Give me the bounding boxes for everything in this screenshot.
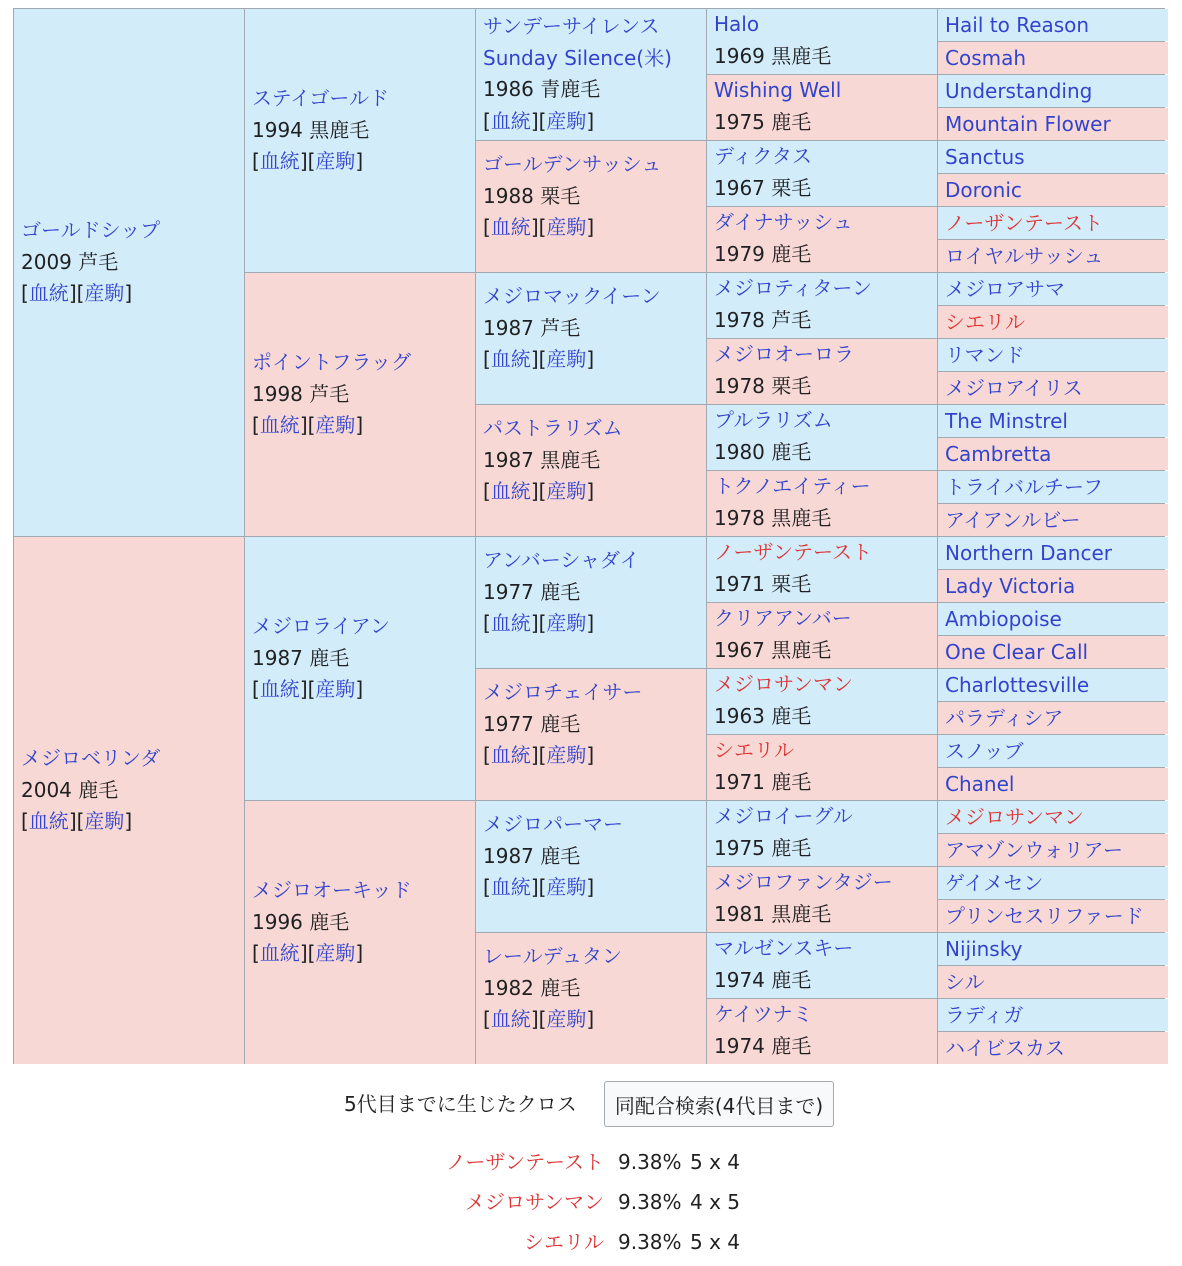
generation-4-cell bbox=[707, 999, 937, 1064]
horse-info: 2004 鹿毛 bbox=[21, 777, 119, 802]
horse-info: 1998 芦毛 bbox=[252, 381, 350, 406]
horse-name-link[interactable]: The Minstrel bbox=[945, 409, 1068, 433]
horse-info: 1977 鹿毛 bbox=[483, 711, 581, 736]
horse-info: 1987 鹿毛 bbox=[483, 843, 581, 868]
generation-5-cell bbox=[938, 933, 1168, 965]
pedigree-link[interactable]: 血統 bbox=[490, 347, 531, 371]
horse-name-link[interactable]: Halo bbox=[714, 12, 760, 36]
generation-3-cell bbox=[476, 537, 706, 668]
generation-5-cell bbox=[938, 42, 1168, 74]
generation-5-cell bbox=[938, 306, 1168, 338]
generation-4-cell bbox=[707, 405, 937, 470]
horse-entry bbox=[945, 339, 1025, 371]
cross-row bbox=[380, 1187, 800, 1217]
horse-name-link[interactable]: ラディガ bbox=[945, 1003, 1024, 1027]
horse-name-link[interactable]: Doronic bbox=[945, 178, 1022, 202]
horse-entry bbox=[714, 735, 933, 798]
offspring-link[interactable]: 産駒 bbox=[84, 809, 125, 833]
pedigree-links: [血統][産駒] bbox=[483, 875, 595, 899]
horse-name-link[interactable]: サンデーサイレンス bbox=[483, 14, 660, 38]
horse-info: 1981 黒鹿毛 bbox=[714, 901, 832, 926]
horse-entry bbox=[945, 174, 1022, 206]
cross-row bbox=[380, 1227, 800, 1257]
pedigree-links: [血統][産駒] bbox=[252, 941, 364, 965]
horse-name-link[interactable]: メジロチェイサー bbox=[483, 680, 643, 704]
cross-row bbox=[380, 1147, 800, 1177]
generation-4-cell bbox=[707, 207, 937, 272]
horse-name-link[interactable]: リマンド bbox=[945, 343, 1025, 367]
horse-name-link[interactable]: メジロオーロラ bbox=[714, 342, 854, 366]
offspring-link[interactable]: 産駒 bbox=[315, 413, 356, 437]
horse-entry bbox=[945, 570, 1075, 602]
horse-entry bbox=[483, 11, 702, 137]
pedigree-link[interactable]: 血統 bbox=[259, 149, 300, 173]
horse-entry bbox=[945, 933, 1022, 965]
horse-info: 1986 青鹿毛 bbox=[483, 77, 601, 101]
horse-name-link[interactable]: Ambiopoise bbox=[945, 607, 1062, 631]
offspring-link[interactable]: 産駒 bbox=[546, 1007, 587, 1031]
pedigree-links: [血統][産駒] bbox=[483, 1007, 595, 1031]
horse-info: 1974 鹿毛 bbox=[714, 1033, 812, 1058]
horse-entry bbox=[252, 611, 471, 706]
horse-entry bbox=[945, 702, 1063, 734]
horse-entry bbox=[945, 999, 1023, 1031]
horse-entry bbox=[483, 809, 702, 904]
horse-name-link[interactable]: ポイントフラッグ bbox=[252, 350, 411, 374]
horse-name-link[interactable]: メジロオーキッド bbox=[252, 878, 412, 902]
horse-entry bbox=[483, 545, 702, 640]
generation-5-cell bbox=[938, 669, 1168, 701]
horse-entry bbox=[714, 75, 933, 138]
generation-1-cell bbox=[14, 9, 244, 536]
horse-entry bbox=[21, 215, 240, 310]
cross-generations: 5 x 4 bbox=[690, 1150, 740, 1174]
pedigree-link[interactable]: 血統 bbox=[259, 941, 300, 965]
horse-info: 1987 鹿毛 bbox=[252, 645, 350, 670]
generation-3-cell bbox=[476, 273, 706, 404]
horse-info: 1971 栗毛 bbox=[714, 571, 812, 596]
horse-name-link[interactable]: One Clear Call bbox=[945, 640, 1089, 664]
cross-percent: 9.38% bbox=[618, 1230, 682, 1254]
horse-entry bbox=[945, 768, 1014, 800]
generation-4-cell bbox=[707, 735, 937, 800]
horse-info: 1967 黒鹿毛 bbox=[714, 637, 832, 662]
generation-4-cell bbox=[707, 9, 937, 74]
horse-name-link[interactable]: Sanctus bbox=[945, 145, 1025, 169]
horse-entry bbox=[714, 669, 933, 732]
horse-name-link[interactable]: トクノエイティー bbox=[714, 474, 871, 498]
pedigree-link[interactable]: 血統 bbox=[259, 413, 300, 437]
pedigree-links: [血統][産駒] bbox=[252, 677, 364, 701]
generation-4-cell bbox=[707, 141, 937, 206]
same-mating-search-button[interactable]: 同配合検索(4代目まで) bbox=[604, 1081, 834, 1127]
generation-2-cell bbox=[245, 801, 475, 1064]
pedigree-links: [血統][産駒] bbox=[483, 347, 595, 371]
horse-name-link[interactable]: メジロサンマン bbox=[945, 805, 1084, 829]
generation-1-cell bbox=[14, 537, 244, 1064]
horse-entry bbox=[714, 207, 933, 270]
horse-entry bbox=[714, 339, 933, 402]
horse-entry bbox=[483, 281, 702, 376]
generation-2-cell bbox=[245, 273, 475, 536]
generation-5-cell bbox=[938, 636, 1168, 668]
horse-name-link[interactable]: Mountain Flower bbox=[945, 112, 1111, 136]
horse-name-link[interactable]: Hail to Reason bbox=[945, 13, 1090, 37]
horse-name-link[interactable]: ステイゴールド bbox=[252, 86, 389, 110]
horse-entry bbox=[945, 636, 1088, 668]
generation-5-cell bbox=[938, 768, 1168, 800]
pedigree-table bbox=[13, 8, 1165, 1064]
horse-entry bbox=[714, 537, 933, 600]
horse-entry bbox=[714, 801, 933, 864]
offspring-link[interactable]: 産駒 bbox=[315, 941, 356, 965]
generation-5-cell bbox=[938, 141, 1168, 173]
generation-4-cell bbox=[707, 801, 937, 866]
pedigree-link[interactable]: 血統 bbox=[28, 809, 69, 833]
generation-5-cell bbox=[938, 834, 1168, 866]
horse-name-link[interactable]: メジロファンタジー bbox=[714, 870, 893, 894]
horse-entry bbox=[945, 735, 1024, 767]
horse-name-link[interactable]: ノーザンテースト bbox=[714, 540, 872, 564]
horse-entry bbox=[945, 438, 1051, 470]
horse-info: 1978 栗毛 bbox=[714, 373, 812, 398]
horse-name-link[interactable]: アイアンルビー bbox=[945, 508, 1081, 532]
offspring-link[interactable]: 産駒 bbox=[315, 677, 356, 701]
horse-name-link[interactable]: メジロライアン bbox=[252, 614, 390, 638]
generation-3-cell bbox=[476, 9, 706, 140]
horse-name-link[interactable]: パラディシア bbox=[945, 706, 1064, 730]
generation-5-cell bbox=[938, 702, 1168, 734]
horse-name-link[interactable]: Wishing Well bbox=[714, 78, 842, 102]
horse-name-link[interactable]: スノッブ bbox=[945, 739, 1024, 763]
horse-name-link[interactable]: ノーザンテースト bbox=[945, 211, 1103, 235]
horse-entry bbox=[714, 867, 933, 930]
horse-entry bbox=[945, 75, 1092, 107]
generation-2-cell bbox=[245, 9, 475, 272]
pedigree-links: [血統][産駒] bbox=[252, 149, 364, 173]
horse-name-link[interactable]: メジロアサマ bbox=[945, 277, 1065, 301]
horse-entry bbox=[945, 504, 1081, 536]
horse-info: 1994 黒鹿毛 bbox=[252, 117, 370, 142]
horse-entry bbox=[714, 999, 933, 1062]
horse-info: 1971 鹿毛 bbox=[714, 769, 812, 794]
horse-entry bbox=[945, 603, 1062, 635]
horse-info: 1969 黒鹿毛 bbox=[714, 43, 832, 68]
horse-name-link[interactable]: ゲイメセン bbox=[945, 871, 1044, 895]
horse-name-link[interactable]: ダイナサッシュ bbox=[714, 210, 853, 234]
offspring-link[interactable]: 産駒 bbox=[546, 347, 587, 371]
horse-info: 1978 芦毛 bbox=[714, 307, 812, 332]
horse-english-name-link[interactable]: Sunday Silence(米) bbox=[483, 45, 672, 70]
cross-horse-link[interactable]: メジロサンマン bbox=[465, 1190, 604, 1214]
horse-name-link[interactable]: レールデュタン bbox=[483, 944, 622, 968]
generation-5-cell bbox=[938, 900, 1168, 932]
generation-3-cell bbox=[476, 669, 706, 800]
pedigree-link[interactable]: 血統 bbox=[259, 677, 300, 701]
generation-4-cell bbox=[707, 339, 937, 404]
horse-entry bbox=[945, 669, 1089, 701]
horse-entry bbox=[945, 240, 1103, 272]
generation-4-cell bbox=[707, 75, 937, 140]
horse-name-link[interactable]: シル bbox=[945, 970, 985, 994]
generation-5-cell bbox=[938, 999, 1168, 1031]
generation-5-cell bbox=[938, 273, 1168, 305]
generation-5-cell bbox=[938, 438, 1168, 470]
horse-entry bbox=[945, 273, 1065, 305]
generation-4-cell bbox=[707, 867, 937, 932]
horse-name-link[interactable]: Northern Dancer bbox=[945, 541, 1113, 565]
horse-name-link[interactable]: プルラリズム bbox=[714, 408, 833, 432]
horse-entry bbox=[945, 471, 1103, 503]
offspring-link[interactable]: 産駒 bbox=[315, 149, 356, 173]
horse-name-link[interactable]: ロイヤルサッシュ bbox=[945, 244, 1104, 268]
generation-5-cell bbox=[938, 570, 1168, 602]
pedigree-links: [血統][産駒] bbox=[483, 479, 595, 503]
horse-name-link[interactable]: メジロベリンダ bbox=[21, 746, 161, 770]
offspring-link[interactable]: 産駒 bbox=[84, 281, 125, 305]
horse-entry bbox=[714, 141, 933, 204]
horse-name-link[interactable]: クリアアンバー bbox=[714, 606, 852, 630]
horse-name-link[interactable]: ゴールデンサッシュ bbox=[483, 152, 662, 176]
cross-heading: 5代目までに生じたクロス bbox=[344, 1092, 577, 1116]
horse-entry bbox=[945, 372, 1083, 404]
horse-info: 1980 鹿毛 bbox=[714, 439, 812, 464]
horse-entry bbox=[483, 149, 702, 244]
generation-5-cell bbox=[938, 471, 1168, 503]
horse-entry bbox=[483, 941, 702, 1036]
offspring-link[interactable]: 産駒 bbox=[546, 215, 587, 239]
generation-5-cell bbox=[938, 537, 1168, 569]
horse-info: 1982 鹿毛 bbox=[483, 975, 581, 1000]
horse-name-link[interactable]: Cambretta bbox=[945, 442, 1052, 466]
horse-entry bbox=[252, 83, 471, 178]
offspring-link[interactable]: 産駒 bbox=[546, 108, 587, 133]
horse-info: 1975 鹿毛 bbox=[714, 835, 812, 860]
generation-3-cell bbox=[476, 141, 706, 272]
horse-name-link[interactable]: メジロマックイーン bbox=[483, 284, 661, 308]
horse-name-link[interactable]: パストラリズム bbox=[483, 416, 623, 440]
cross-generations: 4 x 5 bbox=[690, 1190, 740, 1214]
horse-entry bbox=[714, 933, 933, 996]
horse-name-link[interactable]: ハイビスカス bbox=[945, 1036, 1065, 1060]
horse-entry bbox=[714, 405, 933, 468]
generation-4-cell bbox=[707, 537, 937, 602]
horse-entry bbox=[252, 875, 471, 970]
pedigree-link[interactable]: 血統 bbox=[490, 743, 531, 767]
horse-name-link[interactable]: Cosmah bbox=[945, 46, 1027, 70]
cross-horse-link[interactable]: ノーザンテースト bbox=[446, 1150, 604, 1174]
generation-3-cell bbox=[476, 405, 706, 536]
generation-5-cell bbox=[938, 339, 1168, 371]
generation-5-cell bbox=[938, 174, 1168, 206]
horse-name-link[interactable]: トライバルチーフ bbox=[945, 475, 1103, 499]
horse-info: 1987 芦毛 bbox=[483, 315, 581, 340]
horse-entry bbox=[252, 347, 471, 442]
generation-5-cell bbox=[938, 867, 1168, 899]
pedigree-links: [血統][産駒] bbox=[483, 611, 595, 635]
pedigree-link[interactable]: 血統 bbox=[490, 479, 531, 503]
horse-info: 1988 栗毛 bbox=[483, 183, 581, 208]
horse-name-link[interactable]: ゴールドシップ bbox=[21, 218, 161, 242]
horse-name-link[interactable]: メジロパーマー bbox=[483, 812, 623, 836]
generation-4-cell bbox=[707, 471, 937, 536]
pedigree-link[interactable]: 血統 bbox=[490, 108, 531, 133]
generation-5-cell bbox=[938, 735, 1168, 767]
horse-entry bbox=[945, 141, 1025, 173]
horse-entry bbox=[945, 867, 1043, 899]
horse-entry bbox=[945, 1032, 1065, 1064]
horse-name-link[interactable]: シエリル bbox=[945, 310, 1025, 334]
generation-5-cell bbox=[938, 504, 1168, 536]
pedigree-links: [血統][産駒] bbox=[483, 215, 595, 239]
horse-entry bbox=[945, 207, 1103, 239]
horse-name-link[interactable]: ディクタス bbox=[714, 144, 812, 168]
generation-5-cell bbox=[938, 75, 1168, 107]
horse-name-link[interactable]: シエリル bbox=[714, 738, 794, 762]
horse-entry bbox=[945, 834, 1123, 866]
horse-info: 1978 黒鹿毛 bbox=[714, 505, 832, 530]
horse-name-link[interactable]: プリンセスリファード bbox=[945, 904, 1144, 928]
generation-4-cell bbox=[707, 933, 937, 998]
offspring-link[interactable]: 産駒 bbox=[546, 743, 587, 767]
generation-5-cell bbox=[938, 603, 1168, 635]
horse-entry bbox=[945, 966, 985, 998]
horse-entry bbox=[483, 677, 702, 772]
horse-entry bbox=[714, 9, 933, 72]
generation-5-cell bbox=[938, 966, 1168, 998]
horse-info: 1977 鹿毛 bbox=[483, 579, 581, 604]
horse-info: 1987 黒鹿毛 bbox=[483, 447, 601, 472]
horse-name-link[interactable]: Understanding bbox=[945, 79, 1093, 103]
pedigree-link[interactable]: 血統 bbox=[490, 215, 531, 239]
horse-name-link[interactable]: メジロサンマン bbox=[714, 672, 853, 696]
horse-name-link[interactable]: Lady Victoria bbox=[945, 574, 1076, 598]
horse-name-link[interactable]: アンバーシャダイ bbox=[483, 548, 640, 572]
horse-info: 1974 鹿毛 bbox=[714, 967, 812, 992]
horse-name-link[interactable]: Charlottesville bbox=[945, 673, 1090, 697]
generation-5-cell bbox=[938, 405, 1168, 437]
offspring-link[interactable]: 産駒 bbox=[546, 875, 587, 899]
horse-entry bbox=[945, 537, 1112, 569]
horse-info: 1975 鹿毛 bbox=[714, 109, 812, 134]
pedigree-link[interactable]: 血統 bbox=[28, 281, 69, 305]
generation-5-cell bbox=[938, 801, 1168, 833]
horse-entry bbox=[945, 801, 1084, 833]
horse-name-link[interactable]: メジロティターン bbox=[714, 276, 872, 300]
cross-horse-link[interactable]: シエリル bbox=[524, 1230, 604, 1254]
horse-entry bbox=[945, 306, 1025, 338]
pedigree-links: [血統][産駒] bbox=[483, 743, 595, 767]
horse-entry bbox=[714, 471, 933, 534]
horse-info: 1963 鹿毛 bbox=[714, 703, 812, 728]
pedigree-links: [血統][産駒] bbox=[252, 413, 364, 437]
cross-generations: 5 x 4 bbox=[690, 1230, 740, 1254]
pedigree-links: [血統][産駒] bbox=[21, 809, 133, 833]
generation-4-cell bbox=[707, 273, 937, 338]
generation-5-cell bbox=[938, 9, 1168, 41]
pedigree-link[interactable]: 血統 bbox=[490, 875, 531, 899]
horse-entry bbox=[21, 743, 240, 838]
generation-5-cell bbox=[938, 207, 1168, 239]
horse-info: 1967 栗毛 bbox=[714, 175, 812, 200]
horse-info: 2009 芦毛 bbox=[21, 249, 119, 274]
pedigree-link[interactable]: 血統 bbox=[490, 1007, 531, 1031]
cross-percent: 9.38% bbox=[618, 1190, 682, 1214]
horse-entry bbox=[714, 603, 933, 666]
horse-name-link[interactable]: Chanel bbox=[945, 772, 1015, 796]
horse-entry bbox=[483, 413, 702, 508]
generation-5-cell bbox=[938, 372, 1168, 404]
horse-entry bbox=[714, 273, 933, 336]
generation-3-cell bbox=[476, 933, 706, 1064]
generation-5-cell bbox=[938, 108, 1168, 140]
generation-5-cell bbox=[938, 240, 1168, 272]
horse-entry bbox=[945, 42, 1026, 74]
horse-entry bbox=[945, 405, 1068, 437]
generation-4-cell bbox=[707, 669, 937, 734]
offspring-link[interactable]: 産駒 bbox=[546, 479, 587, 503]
pedigree-links: [血統][産駒] bbox=[21, 281, 133, 305]
horse-entry bbox=[945, 900, 1144, 932]
horse-name-link[interactable]: Nijinsky bbox=[945, 937, 1023, 961]
generation-4-cell bbox=[707, 603, 937, 668]
generation-2-cell bbox=[245, 537, 475, 800]
horse-name-link[interactable]: アマゾンウォリアー bbox=[945, 838, 1123, 862]
horse-entry bbox=[945, 108, 1111, 140]
horse-name-link[interactable]: メジロイーグル bbox=[714, 804, 853, 828]
horse-info: 1996 鹿毛 bbox=[252, 909, 350, 934]
generation-5-cell bbox=[938, 1032, 1168, 1064]
generation-3-cell bbox=[476, 801, 706, 932]
pedigree-link[interactable]: 血統 bbox=[490, 611, 531, 635]
horse-entry bbox=[945, 9, 1089, 41]
horse-name-link[interactable]: メジロアイリス bbox=[945, 376, 1083, 400]
horse-info: 1979 鹿毛 bbox=[714, 241, 812, 266]
cross-percent: 9.38% bbox=[618, 1150, 682, 1174]
offspring-link[interactable]: 産駒 bbox=[546, 611, 587, 635]
horse-name-link[interactable]: マルゼンスキー bbox=[714, 936, 854, 960]
pedigree-links: [血統][産駒] bbox=[483, 108, 595, 133]
horse-name-link[interactable]: ケイツナミ bbox=[714, 1002, 813, 1026]
